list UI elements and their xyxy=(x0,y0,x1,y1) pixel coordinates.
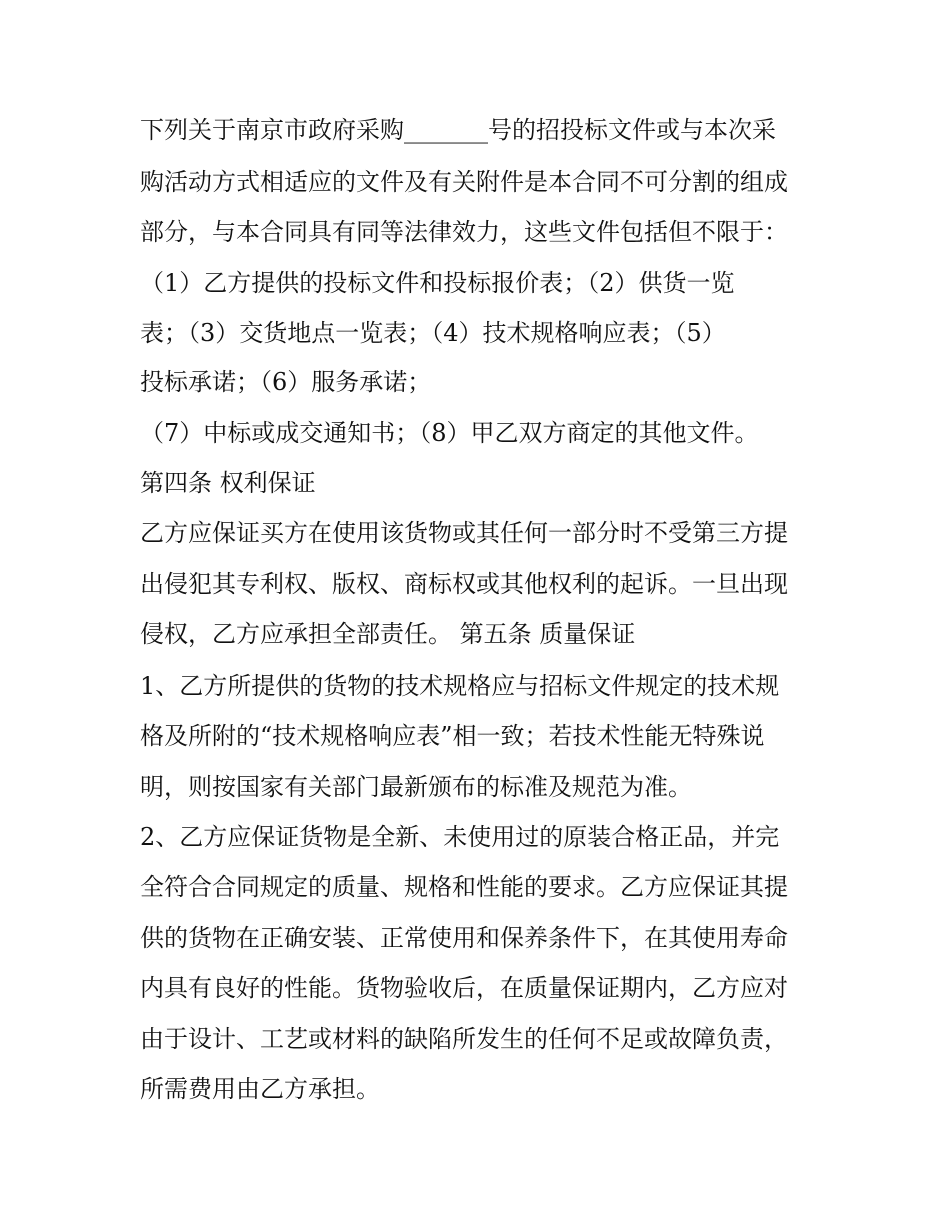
text-line: 下列关于南京市政府采购_______号的招投标文件或与本次采 xyxy=(140,116,776,144)
text-line: 表；（3）交货地点一览表；（4）技术规格响应表；（5） xyxy=(140,319,726,347)
text-line: 出侵犯其专利权、版权、商标权或其他权利的起诉。一旦出现 xyxy=(140,570,788,598)
text-line: 1、乙方所提供的货物的技术规格应与招标文件规定的技术规 xyxy=(140,672,780,700)
text-line: 格及所附的“技术规格响应表”相一致；若技术性能无特殊说 xyxy=(140,722,765,750)
text-line: （1）乙方提供的投标文件和投标报价表；（2）供货一览 xyxy=(140,269,735,297)
text-line: 购活动方式相适应的文件及有关附件是本合同不可分割的组成 xyxy=(140,168,788,196)
text-line: 投标承诺；（6）服务承诺； xyxy=(140,368,432,396)
text-line: 供的货物在正确安装、正常使用和保养条件下，在其使用寿命 xyxy=(140,924,788,952)
text-line: 乙方应保证买方在使用该货物或其任何一部分时不受第三方提 xyxy=(140,519,788,547)
text-line: 内具有良好的性能。货物验收后，在质量保证期内，乙方应对 xyxy=(140,974,788,1002)
text-line: （7）中标或成交通知书；（8）甲乙双方商定的其他文件。 xyxy=(140,419,759,447)
section-heading: 第四条 权利保证 xyxy=(140,469,316,497)
text-line: 部分，与本合同具有同等法律效力，这些文件包括但不限于： xyxy=(140,218,788,246)
text-line: 明，则按国家有关部门最新颁布的标准及规范为准。 xyxy=(140,773,692,801)
text-line: 由于设计、工艺或材料的缺陷所发生的任何不足或故障负责， xyxy=(140,1025,788,1053)
text-line: 2、乙方应保证货物是全新、未使用过的原装合格正品，并完 xyxy=(140,823,780,851)
text-line: 全符合合同规定的质量、规格和性能的要求。乙方应保证其提 xyxy=(140,873,788,901)
text-line: 所需费用由乙方承担。 xyxy=(140,1075,380,1103)
text-line: 侵权，乙方应承担全部责任。 第五条 质量保证 xyxy=(140,620,636,648)
